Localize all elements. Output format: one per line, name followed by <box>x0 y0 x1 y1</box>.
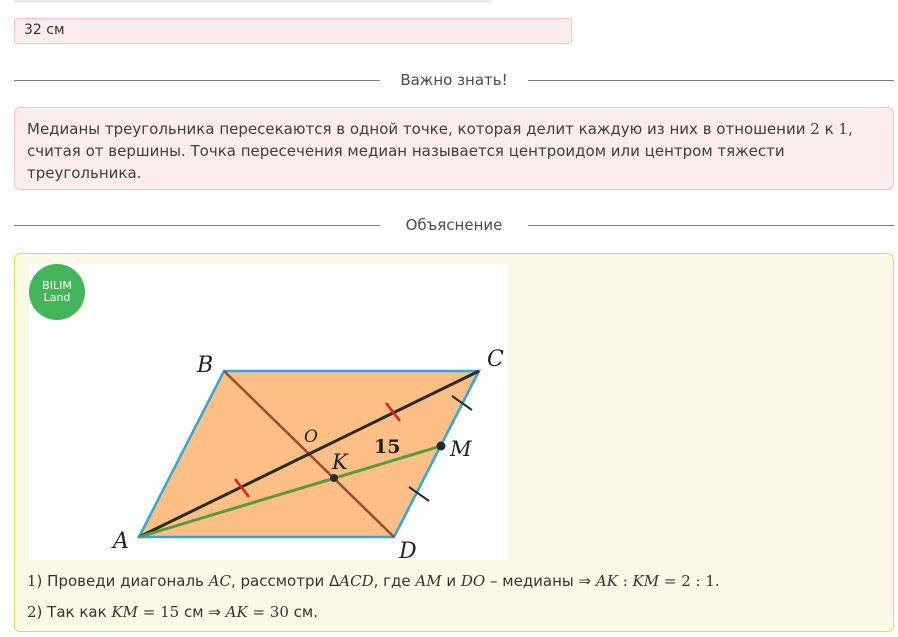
point-m <box>437 442 446 451</box>
step-text: см. <box>288 603 319 621</box>
step-text: ) Проведи диагональ <box>36 572 209 590</box>
math-ratio: = 2 : 1 <box>659 572 715 590</box>
math-colon: : <box>617 572 633 590</box>
math-km-value: = 15 <box>138 603 180 621</box>
step-text: – медианы ⇒ <box>485 572 596 590</box>
label-k: K <box>332 450 348 474</box>
label-b: B <box>197 353 214 378</box>
math-km: KM <box>111 603 139 621</box>
important-divider <box>14 71 894 91</box>
step-number: 1 <box>27 572 37 590</box>
step-2 <box>27 599 720 630</box>
explanation-box <box>14 253 894 632</box>
geometry-figure <box>29 264 507 560</box>
divider-line <box>528 80 894 81</box>
step-text: , где <box>373 572 416 590</box>
step-text: ) Так как <box>36 603 112 621</box>
label-c: C <box>487 347 504 372</box>
step-1 <box>27 568 720 599</box>
answer-option[interactable] <box>14 18 572 44</box>
step-text: . <box>714 572 720 590</box>
math-do: DO <box>460 572 486 590</box>
math-ak: AK <box>595 572 618 590</box>
answer-text: 32 см <box>24 22 65 38</box>
divider-line <box>528 225 894 226</box>
math-ak: AK <box>225 603 248 621</box>
ratio-a: 2 <box>810 120 820 138</box>
important-note <box>14 107 894 190</box>
logo-line1: BILIM <box>42 279 72 292</box>
explanation-title: Объяснение <box>405 216 503 234</box>
divider-line <box>14 225 380 226</box>
math-acd: ACD <box>339 572 374 590</box>
label-a: A <box>113 529 129 554</box>
math-km: KM <box>632 572 660 590</box>
ratio-word: к <box>819 120 839 138</box>
step-text: и <box>441 572 461 590</box>
math-am: AM <box>415 572 442 590</box>
logo-line2: Land <box>43 291 71 304</box>
point-k <box>330 474 338 482</box>
label-m: M <box>450 437 472 461</box>
previous-content-edge <box>14 0 492 3</box>
important-title: Важно знать! <box>400 71 508 89</box>
step-text: см ⇒ <box>179 603 226 621</box>
explanation-divider <box>14 216 894 236</box>
math-ac: AC <box>208 572 231 590</box>
solution-steps <box>27 568 720 630</box>
step-text: , рассмотри Δ <box>230 572 340 590</box>
math-ak-value: = 30 <box>247 603 289 621</box>
label-o: O <box>304 427 318 447</box>
note-text-end: , считая от вершины. Точка пересечения медиан называется центроидом или центром тяжести треугольника. <box>27 120 853 182</box>
parallelogram-diagram <box>29 264 507 560</box>
divider-line <box>14 80 380 81</box>
label-length-15: 15 <box>374 436 401 458</box>
ratio-b: 1 <box>838 120 848 138</box>
step-number: 2 <box>27 603 37 621</box>
note-text: Медианы треугольника пересекаются в одной точке, которая делит каждую из них в отношении <box>27 120 811 138</box>
label-d: D <box>399 539 417 560</box>
